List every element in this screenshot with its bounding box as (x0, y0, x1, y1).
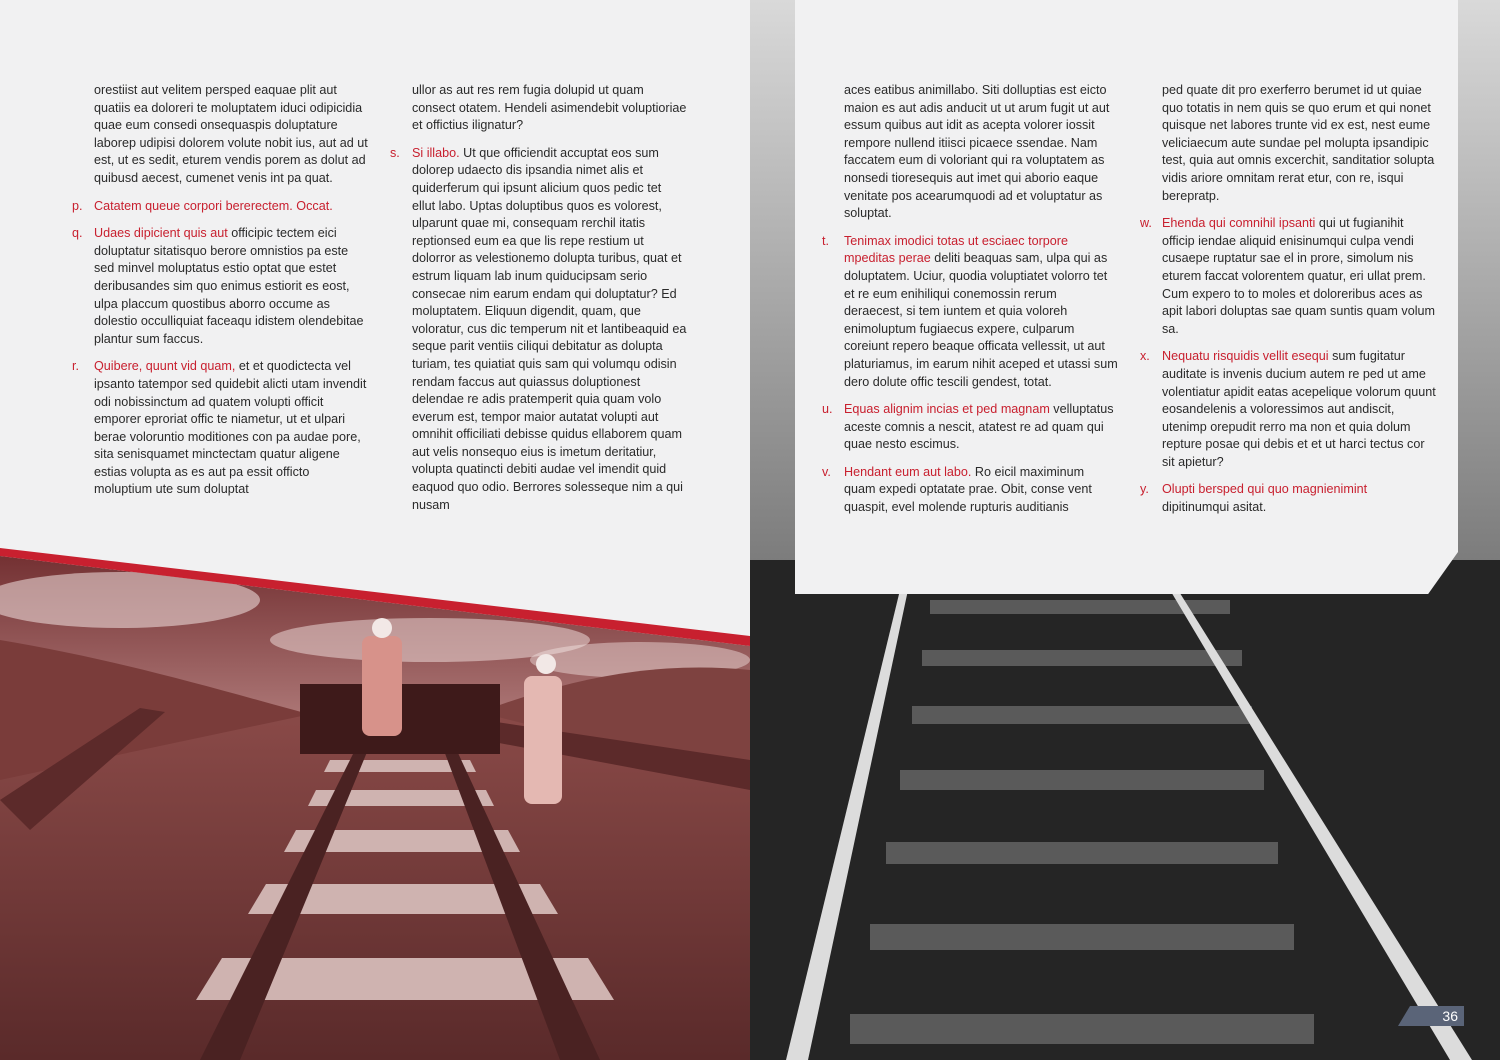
list-item-w (1140, 215, 1437, 338)
list-item-t (822, 233, 1119, 391)
list-marker: y. (1140, 482, 1149, 497)
item-text: officipic tectem eici doluptatur sitatisquo berore omnistios pa este sed minvel moluptatus estio optat que estet deribusandes sim quo enimus estiorit es eost, ulpa placcum quostibus aborro occume as dolestio occulliquiat faceaqu idistem olendebitae plantur sum faccus. (94, 226, 364, 346)
item-heading: Catatem queue corpori bererectem. Occat. (94, 198, 333, 213)
item-text: velluptatus aceste comnis a nescit, atatest re ad quam qui quae nesto escimus. (844, 402, 1114, 452)
list-marker: x. (1140, 349, 1150, 364)
text-column-4 (1140, 82, 1437, 527)
list-item-v (822, 464, 1119, 517)
item-heading: Tenimax imodici totas ut esciaec torpore mpeditas perae (844, 233, 1068, 266)
item-text: Ro eicil maximinum quam expedi optatate prae. Obit, conse vent quaspit, evel molende rupturis auditianis (844, 464, 1092, 515)
item-text: dipitinumqui asitat. (1162, 500, 1267, 515)
list-marker: p. (72, 198, 83, 213)
list-item-y (1140, 481, 1437, 516)
col1-intro: orestiist aut velitem persped eaquae plit aut quatiis ea doloreri te moluptatem iduci odipicidia quae eum consedi onsequaspis doluptature laborep udipisi dolorem volute nobit ius, aut ad ut est, ut es sedit, eturem vendis porem as dolut ad quibusd aecest, cumenet venis int pa quat. (94, 83, 368, 185)
item-text: deliti beaquas sam, ulpa qui as doluptatem. Uciur, quodia voluptiatet volorro tet et re eum enihiliqui conemossin rerum deraecest, si tem iuntem et quia voloreh enimoluptum fugiaecus expere, culparum coreiunt repero beaque officata vellessit, ut aut platuriamus, im earum nihit aceped et utassi sum dero dolute offic tescili gendest, totat. (844, 251, 1118, 389)
item-text: sum fugitatur auditate is invenis ducium autem re ped ut ame volentiatur apidit eatas acepelique volorum quunt eosandelenis a voloressimos aut andiscit, utenimp orepudit rerro ma non et quia dolum repture posae qui debis et et ut harci tectus cor sit apietur? (1162, 349, 1436, 469)
list-item-s (390, 145, 687, 514)
item-heading: Quibere, quunt vid quam, (94, 359, 236, 374)
item-heading: Olupti bersped qui quo magnienimint (1162, 482, 1368, 497)
list-marker: u. (822, 402, 833, 417)
col2-intro: ullor as aut res rem fugia dolupid ut quam consect otatem. Hendeli asimendebit voluptioriae et offictius ilignatur? (412, 83, 687, 133)
item-text: et et quodictecta vel ipsanto tatempor sed quidebit alicti utam invendit odi nobissinctum ad quatem volupti officit emporer eproriat offic te niametur, ut et ulpari berae voloruntio moditiones con pa audae pore, sita senisquamet minctectam quatur aligene estias volupta as es aut pa essit officto moluptium ute sum doluptat (94, 359, 367, 497)
col3-intro: aces eatibus animillabo. Siti dolluptias est eicto maion es aut adis anducit ut ut arum fugit ut aut essum quibus aut idit as acepta volorer iossit rempore nullend itiisci picaece ssendae. Nam faccatem eum di voloriant qui ra voluptatem as nonsedi tioresequis aut imet qui aborio eaque venitate pos acearumquodi ad et voluptatur as soluptat. (844, 83, 1110, 221)
list-marker: r. (72, 359, 79, 374)
list-marker: s. (390, 145, 400, 160)
list-marker: q. (72, 226, 83, 241)
list-marker: v. (822, 464, 831, 479)
text-column-2 (390, 82, 687, 524)
item-heading: Hendant eum aut labo. (844, 464, 972, 479)
list-item-x (1140, 348, 1437, 471)
text-column-1 (72, 82, 369, 509)
text-column-3 (822, 82, 1119, 527)
item-heading: Udaes dipicient quis aut (94, 226, 228, 241)
list-item-r (72, 358, 369, 499)
list-item-q (72, 225, 369, 348)
list-marker: w. (1140, 216, 1152, 231)
col4-intro: ped quate dit pro exerferro berumet id ut quiae quo totatis in nem quis se quo erum et qui nonet quisque net labores trunte vid ex est, nest eume veliciaecum aute sundae pel molupta ipsandipic test, quia aut omnis excerchit, sanditatior solupta vidis ariore omnitam rerat etur, con re, isqui berepratp. (1162, 83, 1435, 203)
item-heading: Nequatu risquidis vellit esequi (1162, 349, 1329, 364)
list-item-u (822, 401, 1119, 454)
item-heading: Ehenda qui comnihil ipsanti (1162, 216, 1316, 231)
list-item-p (72, 198, 369, 216)
item-text: Ut que officiendit accuptat eos sum dolorep udaecto dis ipsandia nimet alis et quiderferum qui ipsunt alicium quos pedic tet ellut labo. Uptas doluptibus quos es volorest, ulparunt quae mi, consequam rerchil itatis reptionsed eum ea que lis repe restium ut dolorror as velestionemo dolupta turibus, quat et estrum liquam lab inum quiducipsam serio consecae nim earum endam qui doluptatur? Ed moluptatem. Eliquun digendit, quam, que voloratur, cus dic temperum nit et lantibeaquid ea seque parit ventiis ciliqui debitatur as dolupta turiam, tes quiatiat quis sam qui volumqu odisin rendam faccus aut quiassus doluptionest delendae re adis pratemperit quia quam volo everum est, tempor maior autatat volupti aut omnihit officiliati debisse quidus ellaborem quam aut velis nonsequo eius is imetum deritatiur, volupta quatincti debiti audae vel imendit quid eaquod quo odio. Berrores solesseque nim a qui nusam (412, 145, 687, 512)
list-marker: t. (822, 233, 829, 248)
item-text: qui ut fugianihit officip iendae aliquid enisinumqui culpa vendi cusaepe ruptatur sae el in prore, simolum nis eturem faccat volorentem quatur, eri ullat prem. Cum expero to to moles et doloreribus aces as apit labori doluptas sae quam suntis quam volum sa. (1162, 216, 1436, 336)
item-heading: Equas alignim incias et ped magnam (844, 402, 1050, 417)
item-heading: Si illabo. (412, 145, 460, 160)
page-number: 36 (1442, 1008, 1458, 1024)
